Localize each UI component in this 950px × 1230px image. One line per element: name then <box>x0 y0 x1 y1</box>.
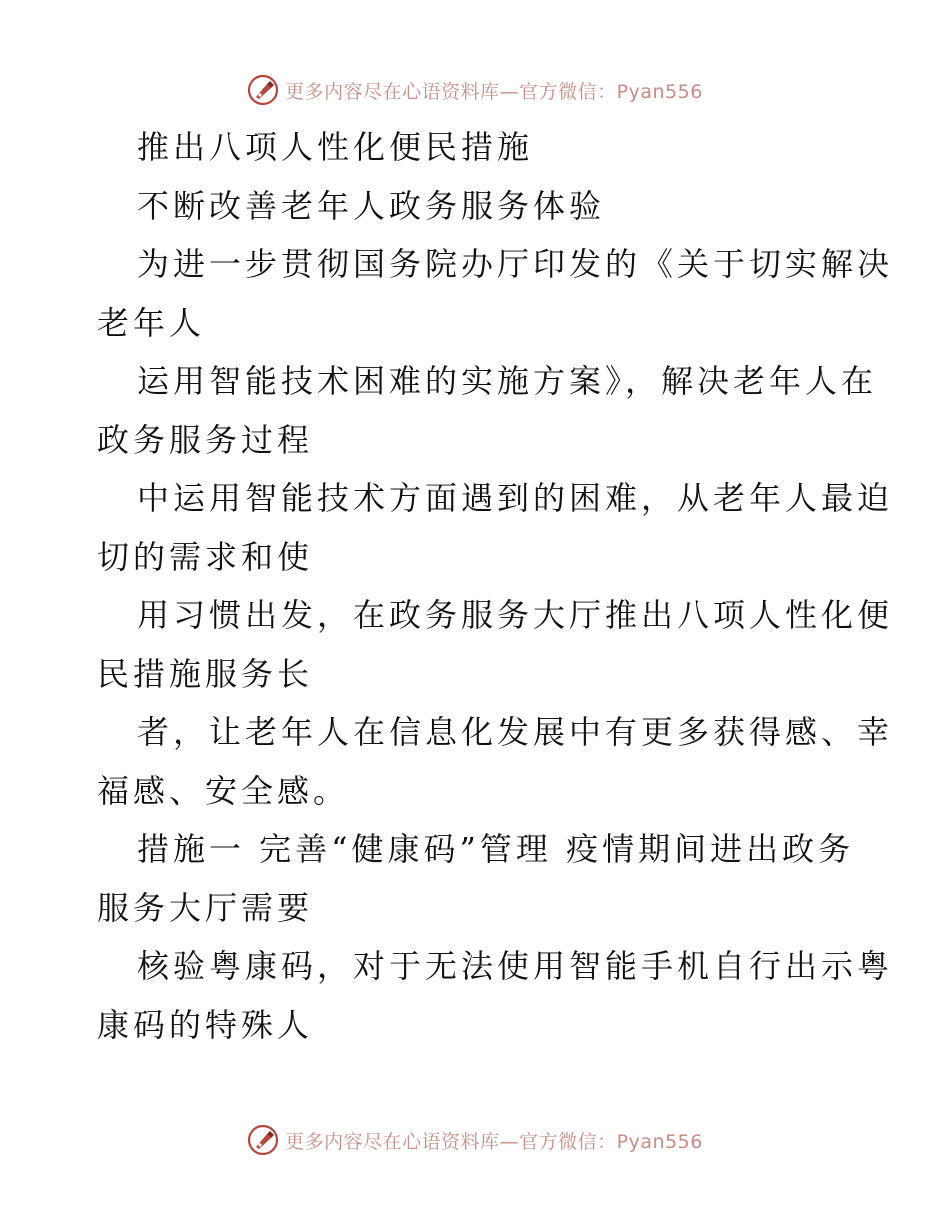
footer-watermark-banner <box>0 1120 950 1160</box>
paragraph-line: 切的需求和使 <box>97 537 314 576</box>
paragraph-line: 民措施服务长 <box>97 654 314 693</box>
paragraph-line: 中运用智能技术方面遇到的困难，从老年人最迫 <box>137 479 894 517</box>
paragraph-line: 康码的特殊人 <box>97 1005 314 1044</box>
footer-banner-text: 更多内容尽在心语资料库—官方微信：Pyan556 <box>285 1130 703 1153</box>
pen-nib-logo-icon <box>247 1124 279 1156</box>
header-banner-text: 更多内容尽在心语资料库—官方微信：Pyan556 <box>285 80 703 103</box>
paragraph-line: 政务服务过程 <box>97 420 314 459</box>
paragraph-line: 运用智能技术困难的实施方案》，解决老年人在 <box>137 362 878 400</box>
paragraph-line: 不断改善老年人政务服务体验 <box>137 186 606 225</box>
pen-nib-logo-icon <box>247 74 279 106</box>
paragraph-line: 推出八项人性化便民措施 <box>137 128 534 166</box>
paragraph-line: 用习惯出发，在政务服务大厅推出八项人性化便 <box>137 596 894 634</box>
paragraph-line: 者，让老年人在信息化发展中有更多获得感、幸 <box>137 713 894 751</box>
header-watermark-banner <box>0 70 950 110</box>
paragraph-line: 老年人 <box>97 303 206 342</box>
paragraph-line: 核验粤康码，对于无法使用智能手机自行出示粤 <box>137 947 894 985</box>
paragraph-line: 为进一步贯彻国务院办厅印发的《关于切实解决 <box>137 245 894 283</box>
paragraph-line: 福感、安全感。 <box>97 771 350 810</box>
paragraph-line: 服务大厅需要 <box>97 888 314 927</box>
document-body <box>97 123 894 1059</box>
paragraph-line: 措施一 完善“健康码”管理 疫情期间进出政务 <box>137 830 855 868</box>
